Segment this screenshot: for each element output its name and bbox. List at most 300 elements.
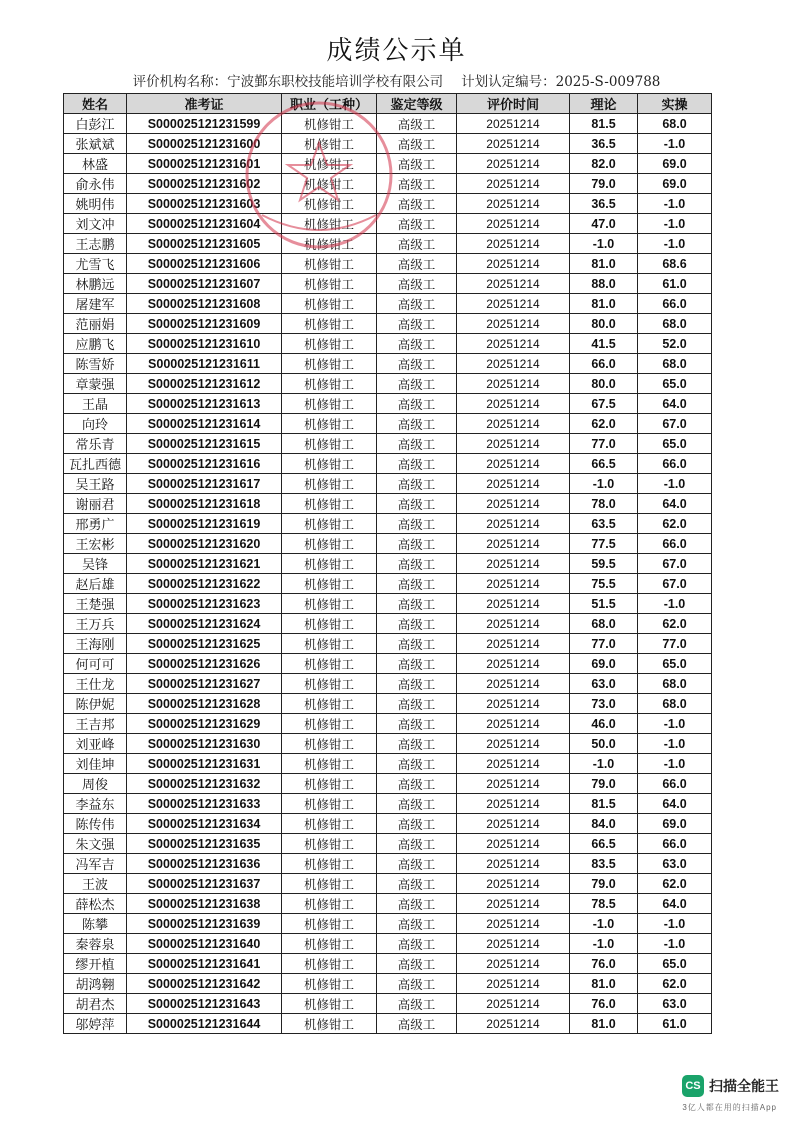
cell-name: 何可可 <box>64 654 127 674</box>
cell-date: 20251214 <box>457 894 570 914</box>
cell-theory: 50.0 <box>570 734 638 754</box>
cell-date: 20251214 <box>457 334 570 354</box>
cell-ticket: S000025121231610 <box>127 334 282 354</box>
cell-name: 白彭江 <box>64 114 127 134</box>
cell-date: 20251214 <box>457 134 570 154</box>
cell-date: 20251214 <box>457 494 570 514</box>
cell-occupation: 机修钳工 <box>282 294 377 314</box>
cell-occupation: 机修钳工 <box>282 474 377 494</box>
cell-theory: -1.0 <box>570 914 638 934</box>
cell-theory: 80.0 <box>570 374 638 394</box>
cell-date: 20251214 <box>457 774 570 794</box>
table-row <box>64 334 712 354</box>
cell-ticket: S000025121231604 <box>127 214 282 234</box>
cell-level: 高级工 <box>377 414 457 434</box>
cell-practice: 68.0 <box>638 354 712 374</box>
cell-date: 20251214 <box>457 814 570 834</box>
cell-occupation: 机修钳工 <box>282 654 377 674</box>
cell-level: 高级工 <box>377 154 457 174</box>
cell-name: 薛松杰 <box>64 894 127 914</box>
cell-ticket: S000025121231603 <box>127 194 282 214</box>
cell-level: 高级工 <box>377 774 457 794</box>
page-title: 成绩公示单 <box>326 36 467 66</box>
cell-ticket: S000025121231627 <box>127 674 282 694</box>
table-row <box>64 534 712 554</box>
cell-practice: 66.0 <box>638 834 712 854</box>
cell-theory: 79.0 <box>570 174 638 194</box>
header-name: 姓名 <box>64 94 127 114</box>
cell-date: 20251214 <box>457 1014 570 1034</box>
cell-level: 高级工 <box>377 634 457 654</box>
table-row <box>64 594 712 614</box>
table-row <box>64 834 712 854</box>
cell-level: 高级工 <box>377 854 457 874</box>
cell-occupation: 机修钳工 <box>282 174 377 194</box>
cell-theory: 77.0 <box>570 634 638 654</box>
cell-practice: -1.0 <box>638 214 712 234</box>
table-row <box>64 194 712 214</box>
cell-name: 张斌斌 <box>64 134 127 154</box>
cell-practice: 66.0 <box>638 294 712 314</box>
cell-level: 高级工 <box>377 994 457 1014</box>
table-row <box>64 1014 712 1034</box>
cell-name: 陈雪娇 <box>64 354 127 374</box>
cell-ticket: S000025121231611 <box>127 354 282 374</box>
cell-ticket: S000025121231600 <box>127 134 282 154</box>
cell-theory: 46.0 <box>570 714 638 734</box>
cell-name: 刘亚峰 <box>64 734 127 754</box>
header-ticket: 准考证 <box>127 94 282 114</box>
cell-occupation: 机修钳工 <box>282 334 377 354</box>
cell-occupation: 机修钳工 <box>282 614 377 634</box>
cell-theory: 73.0 <box>570 694 638 714</box>
cell-name: 王仕龙 <box>64 674 127 694</box>
table-row <box>64 914 712 934</box>
table-row <box>64 414 712 434</box>
cell-date: 20251214 <box>457 874 570 894</box>
cell-ticket: S000025121231614 <box>127 414 282 434</box>
table-row <box>64 674 712 694</box>
cell-level: 高级工 <box>377 714 457 734</box>
cell-practice: 66.0 <box>638 534 712 554</box>
cell-practice: 65.0 <box>638 654 712 674</box>
cell-date: 20251214 <box>457 394 570 414</box>
cell-practice: -1.0 <box>638 714 712 734</box>
cell-ticket: S000025121231631 <box>127 754 282 774</box>
cell-occupation: 机修钳工 <box>282 314 377 334</box>
cell-practice: 66.0 <box>638 454 712 474</box>
cell-practice: 65.0 <box>638 434 712 454</box>
cell-level: 高级工 <box>377 894 457 914</box>
cell-level: 高级工 <box>377 254 457 274</box>
cell-date: 20251214 <box>457 754 570 774</box>
cell-occupation: 机修钳工 <box>282 634 377 654</box>
table-row <box>64 954 712 974</box>
cell-date: 20251214 <box>457 994 570 1014</box>
cell-occupation: 机修钳工 <box>282 354 377 374</box>
table-row <box>64 754 712 774</box>
cell-occupation: 机修钳工 <box>282 274 377 294</box>
cell-name: 刘佳坤 <box>64 754 127 774</box>
cell-ticket: S000025121231634 <box>127 814 282 834</box>
cell-theory: 80.0 <box>570 314 638 334</box>
cell-ticket: S000025121231626 <box>127 654 282 674</box>
cell-practice: -1.0 <box>638 474 712 494</box>
cell-practice: 69.0 <box>638 154 712 174</box>
cell-date: 20251214 <box>457 714 570 734</box>
cell-practice: 64.0 <box>638 494 712 514</box>
cell-name: 范丽娟 <box>64 314 127 334</box>
cell-name: 王晶 <box>64 394 127 414</box>
cell-theory: -1.0 <box>570 474 638 494</box>
cell-practice: 65.0 <box>638 954 712 974</box>
cell-occupation: 机修钳工 <box>282 514 377 534</box>
cell-ticket: S000025121231633 <box>127 794 282 814</box>
cell-level: 高级工 <box>377 374 457 394</box>
cell-ticket: S000025121231609 <box>127 314 282 334</box>
cell-practice: 67.0 <box>638 414 712 434</box>
cell-occupation: 机修钳工 <box>282 814 377 834</box>
cell-practice: 68.0 <box>638 314 712 334</box>
cell-ticket: S000025121231637 <box>127 874 282 894</box>
cell-level: 高级工 <box>377 914 457 934</box>
cell-practice: -1.0 <box>638 754 712 774</box>
cell-theory: 66.5 <box>570 834 638 854</box>
cell-ticket: S000025121231607 <box>127 274 282 294</box>
cell-occupation: 机修钳工 <box>282 1014 377 1034</box>
cell-level: 高级工 <box>377 474 457 494</box>
cell-name: 陈伊妮 <box>64 694 127 714</box>
cell-practice: 68.6 <box>638 254 712 274</box>
cell-ticket: S000025121231616 <box>127 454 282 474</box>
scanner-watermark <box>682 1075 779 1097</box>
header-practice: 实操 <box>638 94 712 114</box>
cell-level: 高级工 <box>377 134 457 154</box>
cell-practice: 67.0 <box>638 554 712 574</box>
cell-occupation: 机修钳工 <box>282 234 377 254</box>
table-row <box>64 974 712 994</box>
table-row <box>64 214 712 234</box>
cell-name: 尤雪飞 <box>64 254 127 274</box>
table-row <box>64 494 712 514</box>
cell-occupation: 机修钳工 <box>282 994 377 1014</box>
cell-occupation: 机修钳工 <box>282 194 377 214</box>
cell-practice: 63.0 <box>638 854 712 874</box>
cell-ticket: S000025121231608 <box>127 294 282 314</box>
cell-practice: 68.0 <box>638 694 712 714</box>
cell-level: 高级工 <box>377 814 457 834</box>
cell-occupation: 机修钳工 <box>282 114 377 134</box>
cell-occupation: 机修钳工 <box>282 594 377 614</box>
cell-occupation: 机修钳工 <box>282 454 377 474</box>
plan-number: 2025-S-009788 <box>555 74 661 90</box>
cell-theory: 81.5 <box>570 794 638 814</box>
cell-practice: 62.0 <box>638 974 712 994</box>
cell-level: 高级工 <box>377 174 457 194</box>
cell-theory: 41.5 <box>570 334 638 354</box>
cell-theory: 47.0 <box>570 214 638 234</box>
cell-practice: 64.0 <box>638 794 712 814</box>
cell-date: 20251214 <box>457 674 570 694</box>
cell-theory: 77.0 <box>570 434 638 454</box>
table-row <box>64 734 712 754</box>
org-name: 宁波鄞东职校技能培训学校有限公司 <box>227 74 444 90</box>
cell-level: 高级工 <box>377 734 457 754</box>
cell-occupation: 机修钳工 <box>282 774 377 794</box>
cell-occupation: 机修钳工 <box>282 674 377 694</box>
cell-ticket: S000025121231642 <box>127 974 282 994</box>
cell-name: 王波 <box>64 874 127 894</box>
cell-theory: 51.5 <box>570 594 638 614</box>
cell-occupation: 机修钳工 <box>282 214 377 234</box>
cell-occupation: 机修钳工 <box>282 694 377 714</box>
table-row <box>64 714 712 734</box>
cell-occupation: 机修钳工 <box>282 794 377 814</box>
cell-date: 20251214 <box>457 654 570 674</box>
cell-name: 王楚强 <box>64 594 127 614</box>
cell-theory: -1.0 <box>570 934 638 954</box>
cell-practice: 68.0 <box>638 674 712 694</box>
cell-name: 林盛 <box>64 154 127 174</box>
cell-occupation: 机修钳工 <box>282 954 377 974</box>
cell-occupation: 机修钳工 <box>282 434 377 454</box>
cell-ticket: S000025121231601 <box>127 154 282 174</box>
cell-date: 20251214 <box>457 954 570 974</box>
cell-level: 高级工 <box>377 534 457 554</box>
table-row <box>64 934 712 954</box>
cell-ticket: S000025121231612 <box>127 374 282 394</box>
cell-name: 王宏彬 <box>64 534 127 554</box>
cell-level: 高级工 <box>377 754 457 774</box>
cell-practice: 64.0 <box>638 394 712 414</box>
subtitle-line <box>0 70 793 90</box>
cell-name: 俞永伟 <box>64 174 127 194</box>
cell-date: 20251214 <box>457 614 570 634</box>
cell-theory: 36.5 <box>570 194 638 214</box>
cell-occupation: 机修钳工 <box>282 554 377 574</box>
cell-level: 高级工 <box>377 974 457 994</box>
cell-theory: 78.0 <box>570 494 638 514</box>
table-row <box>64 574 712 594</box>
cell-theory: 76.0 <box>570 994 638 1014</box>
cell-level: 高级工 <box>377 674 457 694</box>
cell-theory: 81.0 <box>570 974 638 994</box>
scanner-tagline: 3亿人都在用的扫描App <box>682 1103 777 1112</box>
cell-level: 高级工 <box>377 954 457 974</box>
cell-ticket: S000025121231602 <box>127 174 282 194</box>
cell-name: 王志鹏 <box>64 234 127 254</box>
cell-level: 高级工 <box>377 1014 457 1034</box>
cell-level: 高级工 <box>377 934 457 954</box>
cell-date: 20251214 <box>457 214 570 234</box>
cell-ticket: S000025121231632 <box>127 774 282 794</box>
cell-name: 陈传伟 <box>64 814 127 834</box>
table-row <box>64 614 712 634</box>
cell-level: 高级工 <box>377 454 457 474</box>
cell-occupation: 机修钳工 <box>282 974 377 994</box>
cell-theory: 81.0 <box>570 294 638 314</box>
cell-theory: 36.5 <box>570 134 638 154</box>
cell-practice: -1.0 <box>638 234 712 254</box>
cell-date: 20251214 <box>457 514 570 534</box>
cell-date: 20251214 <box>457 354 570 374</box>
cell-practice: 67.0 <box>638 574 712 594</box>
camscanner-icon: CS <box>682 1075 704 1097</box>
cell-level: 高级工 <box>377 574 457 594</box>
cell-theory: 63.5 <box>570 514 638 534</box>
cell-theory: 67.5 <box>570 394 638 414</box>
cell-theory: 84.0 <box>570 814 638 834</box>
cell-theory: -1.0 <box>570 754 638 774</box>
cell-occupation: 机修钳工 <box>282 894 377 914</box>
cell-ticket: S000025121231620 <box>127 534 282 554</box>
cell-ticket: S000025121231641 <box>127 954 282 974</box>
cell-practice: -1.0 <box>638 194 712 214</box>
cell-level: 高级工 <box>377 494 457 514</box>
cell-level: 高级工 <box>377 214 457 234</box>
cell-occupation: 机修钳工 <box>282 494 377 514</box>
cell-date: 20251214 <box>457 114 570 134</box>
cell-practice: 62.0 <box>638 614 712 634</box>
cell-name: 屠建军 <box>64 294 127 314</box>
cell-level: 高级工 <box>377 234 457 254</box>
cell-date: 20251214 <box>457 914 570 934</box>
cell-level: 高级工 <box>377 274 457 294</box>
cell-level: 高级工 <box>377 354 457 374</box>
cell-theory: 79.0 <box>570 874 638 894</box>
cell-name: 秦蓉泉 <box>64 934 127 954</box>
cell-practice: 68.0 <box>638 114 712 134</box>
cell-date: 20251214 <box>457 254 570 274</box>
cell-practice: 61.0 <box>638 1014 712 1034</box>
cell-theory: 81.0 <box>570 1014 638 1034</box>
cell-date: 20251214 <box>457 934 570 954</box>
cell-ticket: S000025121231605 <box>127 234 282 254</box>
cell-theory: 63.0 <box>570 674 638 694</box>
cell-occupation: 机修钳工 <box>282 914 377 934</box>
cell-ticket: S000025121231625 <box>127 634 282 654</box>
cell-practice: 64.0 <box>638 894 712 914</box>
cell-name: 吴锋 <box>64 554 127 574</box>
table-row <box>64 234 712 254</box>
header-date: 评价时间 <box>457 94 570 114</box>
cell-theory: 79.0 <box>570 774 638 794</box>
cell-ticket: S000025121231599 <box>127 114 282 134</box>
cell-date: 20251214 <box>457 534 570 554</box>
cell-practice: 62.0 <box>638 874 712 894</box>
cell-level: 高级工 <box>377 874 457 894</box>
cell-level: 高级工 <box>377 594 457 614</box>
table-row <box>64 794 712 814</box>
cell-date: 20251214 <box>457 974 570 994</box>
cell-level: 高级工 <box>377 334 457 354</box>
cell-date: 20251214 <box>457 274 570 294</box>
table-row <box>64 634 712 654</box>
cell-theory: 69.0 <box>570 654 638 674</box>
cell-theory: 83.5 <box>570 854 638 874</box>
plan-label: 计划认定编号： <box>461 74 556 90</box>
cell-level: 高级工 <box>377 114 457 134</box>
cell-name: 朱文强 <box>64 834 127 854</box>
cell-name: 赵后雄 <box>64 574 127 594</box>
cell-practice: 69.0 <box>638 174 712 194</box>
table-row <box>64 854 712 874</box>
cell-theory: 76.0 <box>570 954 638 974</box>
cell-occupation: 机修钳工 <box>282 534 377 554</box>
cell-practice: 65.0 <box>638 374 712 394</box>
cell-name: 向玲 <box>64 414 127 434</box>
cell-theory: 68.0 <box>570 614 638 634</box>
table-row <box>64 314 712 334</box>
cell-occupation: 机修钳工 <box>282 714 377 734</box>
cell-name: 胡鸿翱 <box>64 974 127 994</box>
scanner-app-name: 扫描全能王 <box>709 1078 779 1094</box>
cell-practice: 69.0 <box>638 814 712 834</box>
cell-name: 邬婷萍 <box>64 1014 127 1034</box>
cell-name: 林鹏远 <box>64 274 127 294</box>
cell-theory: 62.0 <box>570 414 638 434</box>
table-row <box>64 774 712 794</box>
cell-theory: 82.0 <box>570 154 638 174</box>
cell-date: 20251214 <box>457 294 570 314</box>
cell-date: 20251214 <box>457 794 570 814</box>
cell-date: 20251214 <box>457 314 570 334</box>
table-row <box>64 434 712 454</box>
cell-name: 常乐青 <box>64 434 127 454</box>
cell-practice: -1.0 <box>638 934 712 954</box>
cell-theory: 81.0 <box>570 254 638 274</box>
cell-date: 20251214 <box>457 454 570 474</box>
header-level: 鉴定等级 <box>377 94 457 114</box>
cell-practice: 77.0 <box>638 634 712 654</box>
table-row <box>64 294 712 314</box>
org-label: 评价机构名称： <box>132 74 228 90</box>
cell-occupation: 机修钳工 <box>282 134 377 154</box>
cell-ticket: S000025121231613 <box>127 394 282 414</box>
cell-date: 20251214 <box>457 194 570 214</box>
table-row <box>64 174 712 194</box>
cell-ticket: S000025121231615 <box>127 434 282 454</box>
cell-theory: 88.0 <box>570 274 638 294</box>
cell-occupation: 机修钳工 <box>282 854 377 874</box>
cell-name: 邢勇广 <box>64 514 127 534</box>
cell-name: 刘文冲 <box>64 214 127 234</box>
cell-name: 缪开植 <box>64 954 127 974</box>
cell-level: 高级工 <box>377 514 457 534</box>
table-row <box>64 514 712 534</box>
cell-date: 20251214 <box>457 834 570 854</box>
table-row <box>64 694 712 714</box>
cell-ticket: S000025121231640 <box>127 934 282 954</box>
cell-practice: -1.0 <box>638 594 712 614</box>
cell-level: 高级工 <box>377 614 457 634</box>
table-header-row <box>64 94 712 114</box>
cell-theory: 75.5 <box>570 574 638 594</box>
cell-practice: 63.0 <box>638 994 712 1014</box>
cell-ticket: S000025121231630 <box>127 734 282 754</box>
cell-date: 20251214 <box>457 174 570 194</box>
cell-date: 20251214 <box>457 554 570 574</box>
cell-date: 20251214 <box>457 694 570 714</box>
table-row <box>64 894 712 914</box>
table-row <box>64 874 712 894</box>
cell-level: 高级工 <box>377 694 457 714</box>
cell-date: 20251214 <box>457 434 570 454</box>
cell-name: 胡君杰 <box>64 994 127 1014</box>
cell-practice: 52.0 <box>638 334 712 354</box>
cell-level: 高级工 <box>377 654 457 674</box>
table-row <box>64 354 712 374</box>
